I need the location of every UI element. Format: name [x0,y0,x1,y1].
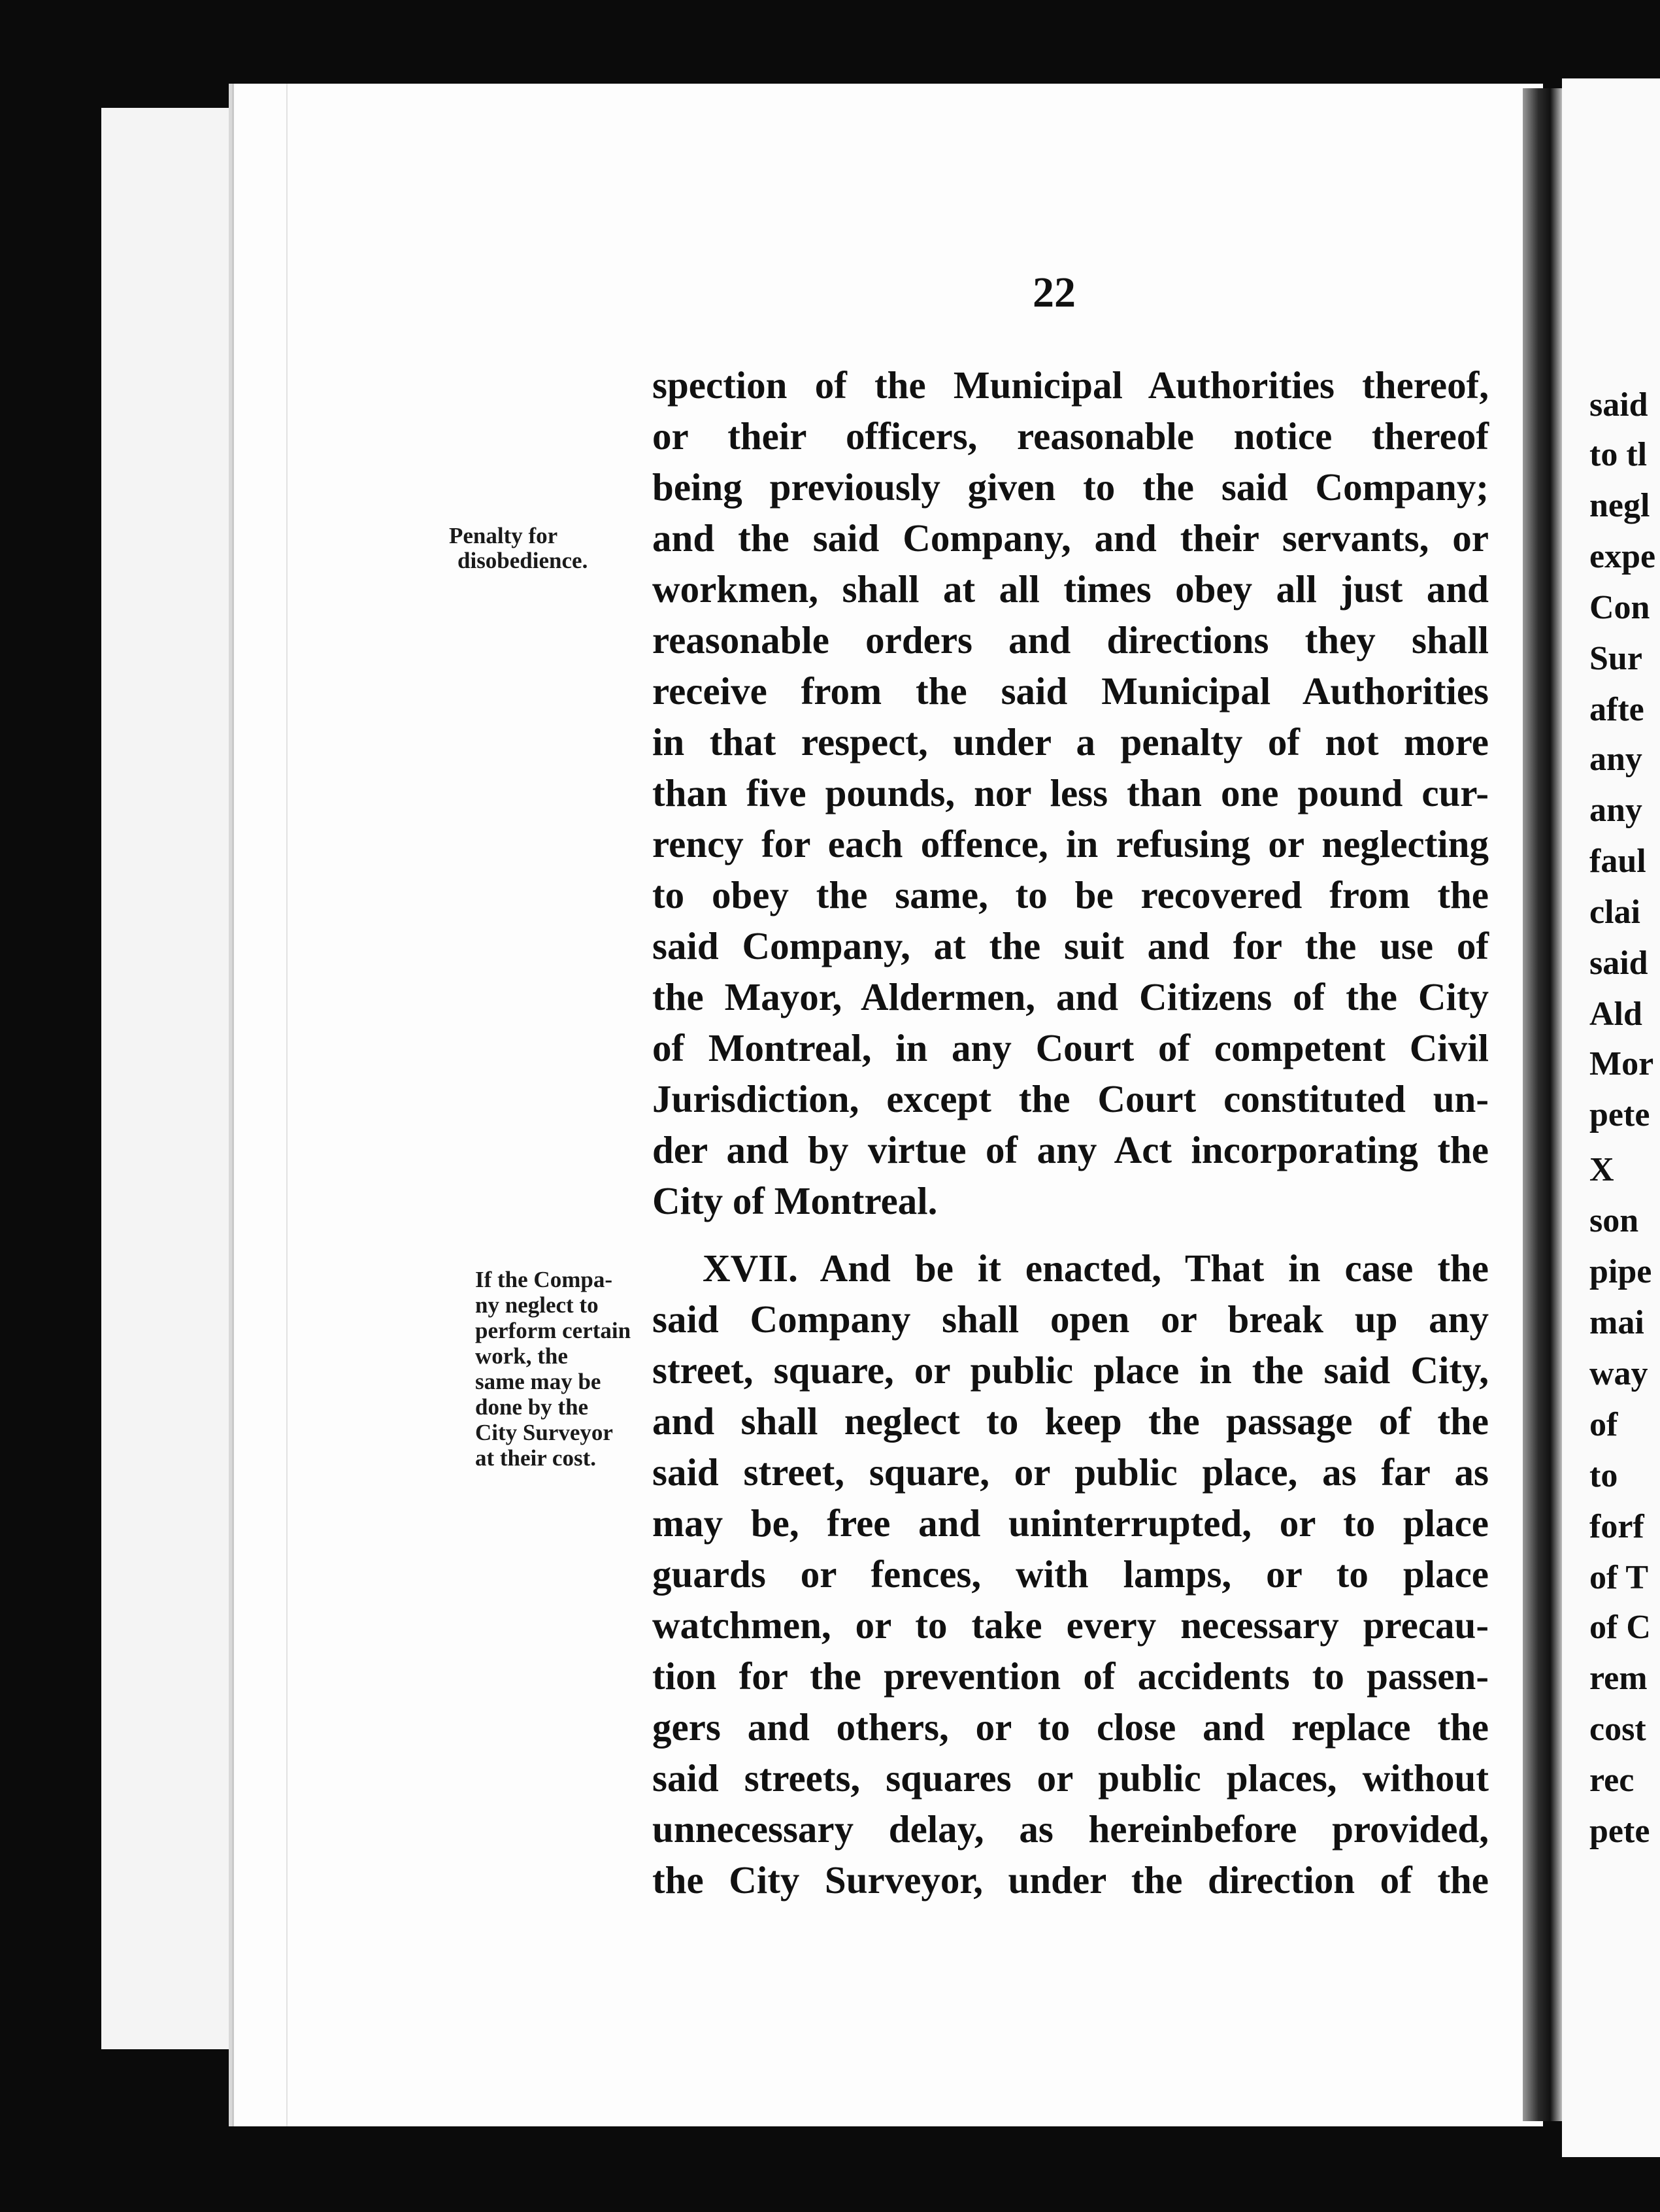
body-line: being previously given to the said Company; [652,465,1489,509]
body-line: said street, square, or public place, as far as [652,1450,1489,1494]
section-heading-line: XVII. And be it enacted, That in case the [703,1247,1489,1290]
body-line: and the said Company, and their servants, or [652,516,1489,560]
body-line: City of Montreal. [652,1179,938,1222]
body-line: watchmen, or to take every necessary precau- [652,1603,1489,1647]
body-line: tion for the prevention of accidents to passen- [652,1654,1489,1698]
margin-note-line: If the Compa- [475,1267,612,1292]
body-line: of Montreal, in any Court of competent Civil [652,1026,1489,1069]
facing-fragment: way [1589,1355,1648,1392]
facing-fragment: rec [1589,1762,1635,1799]
margin-note-line: work, the [475,1343,568,1369]
body-line: or their officers, reasonable notice thereof [652,414,1489,458]
body-line: than five pounds, nor less than one pound cur- [652,771,1489,814]
margin-note-line: at their cost. [475,1445,596,1471]
facing-fragment: to tl [1589,436,1648,473]
facing-fragment: pete [1589,1813,1650,1850]
book-gutter [1523,88,1562,2121]
page-edge [232,84,288,2126]
body-line: said Company shall open or break up any [652,1298,1489,1341]
body-line: gers and others, or to close and replace the [652,1705,1489,1749]
facing-fragment: pipe [1589,1253,1652,1290]
facing-fragment: Ald [1589,996,1642,1033]
margin-note-line: Penalty for [449,523,558,548]
facing-fragment: rem [1589,1660,1648,1697]
body-line: and shall neglect to keep the passage of the [652,1399,1489,1443]
page-number: 22 [1033,269,1076,316]
body-line: may be, free and uninterrupted, or to place [652,1501,1489,1545]
facing-fragment: negl [1589,487,1650,524]
facing-fragment: expe [1589,538,1656,575]
margin-note-line: disobedience. [457,548,588,573]
margin-note-line: perform certain [475,1318,631,1343]
body-line: guards or fences, with lamps, or to place [652,1552,1489,1596]
facing-fragment: afte [1589,691,1644,728]
body-line: said streets, squares or public places, without [652,1756,1489,1800]
body-line: Jurisdiction, except the Court constituted un- [652,1077,1489,1120]
facing-fragment: Sur [1589,640,1642,677]
body-line: the Mayor, Aldermen, and Citizens of the City [652,975,1489,1018]
facing-page [1562,78,1660,2157]
body-line: said Company, at the suit and for the use of [652,924,1489,967]
margin-note-line: done by the [475,1394,589,1420]
facing-fragment: said [1589,945,1648,982]
facing-fragment: forf [1589,1508,1644,1545]
body-line: to obey the same, to be recovered from the [652,873,1489,916]
facing-fragment: X [1589,1151,1614,1188]
facing-fragment: of [1589,1406,1618,1443]
facing-fragment: any [1589,741,1642,778]
margin-note-line: ny neglect to [475,1292,599,1318]
body-line: receive from the said Municipal Authorities [652,669,1489,712]
body-line: rency for each offence, in refusing or neglecting [652,822,1489,865]
body-line: der and by virtue of any Act incorporating the [652,1128,1489,1171]
body-line: workmen, shall at all times obey all just and [652,567,1489,611]
facing-fragment: son [1589,1202,1639,1239]
facing-fragment: said [1589,386,1648,424]
facing-fragment: of C [1589,1609,1651,1646]
facing-fragment: Con [1589,589,1650,626]
facing-fragment: mai [1589,1304,1644,1341]
body-line: in that respect, under a penalty of not more [652,720,1489,763]
facing-fragment: cost [1589,1711,1646,1748]
facing-fragment: clai [1589,894,1640,931]
body-line: unnecessary delay, as hereinbefore provided, [652,1807,1489,1851]
margin-note-line: same may be [475,1369,601,1394]
facing-fragment: pete [1589,1096,1650,1133]
facing-fragment: faul [1589,843,1646,880]
facing-fragment: any [1589,792,1642,829]
body-line: spection of the Municipal Authorities thereof, [652,363,1489,407]
body-line: the City Surveyor, under the direction of the [652,1858,1489,1902]
facing-fragment: to [1589,1457,1618,1494]
margin-note-line: City Surveyor [475,1420,613,1445]
facing-fragment: of T [1589,1559,1649,1596]
facing-fragment: Mor [1589,1045,1654,1082]
body-line: reasonable orders and directions they shall [652,618,1489,662]
body-line: street, square, or public place in the said City, [652,1349,1489,1392]
